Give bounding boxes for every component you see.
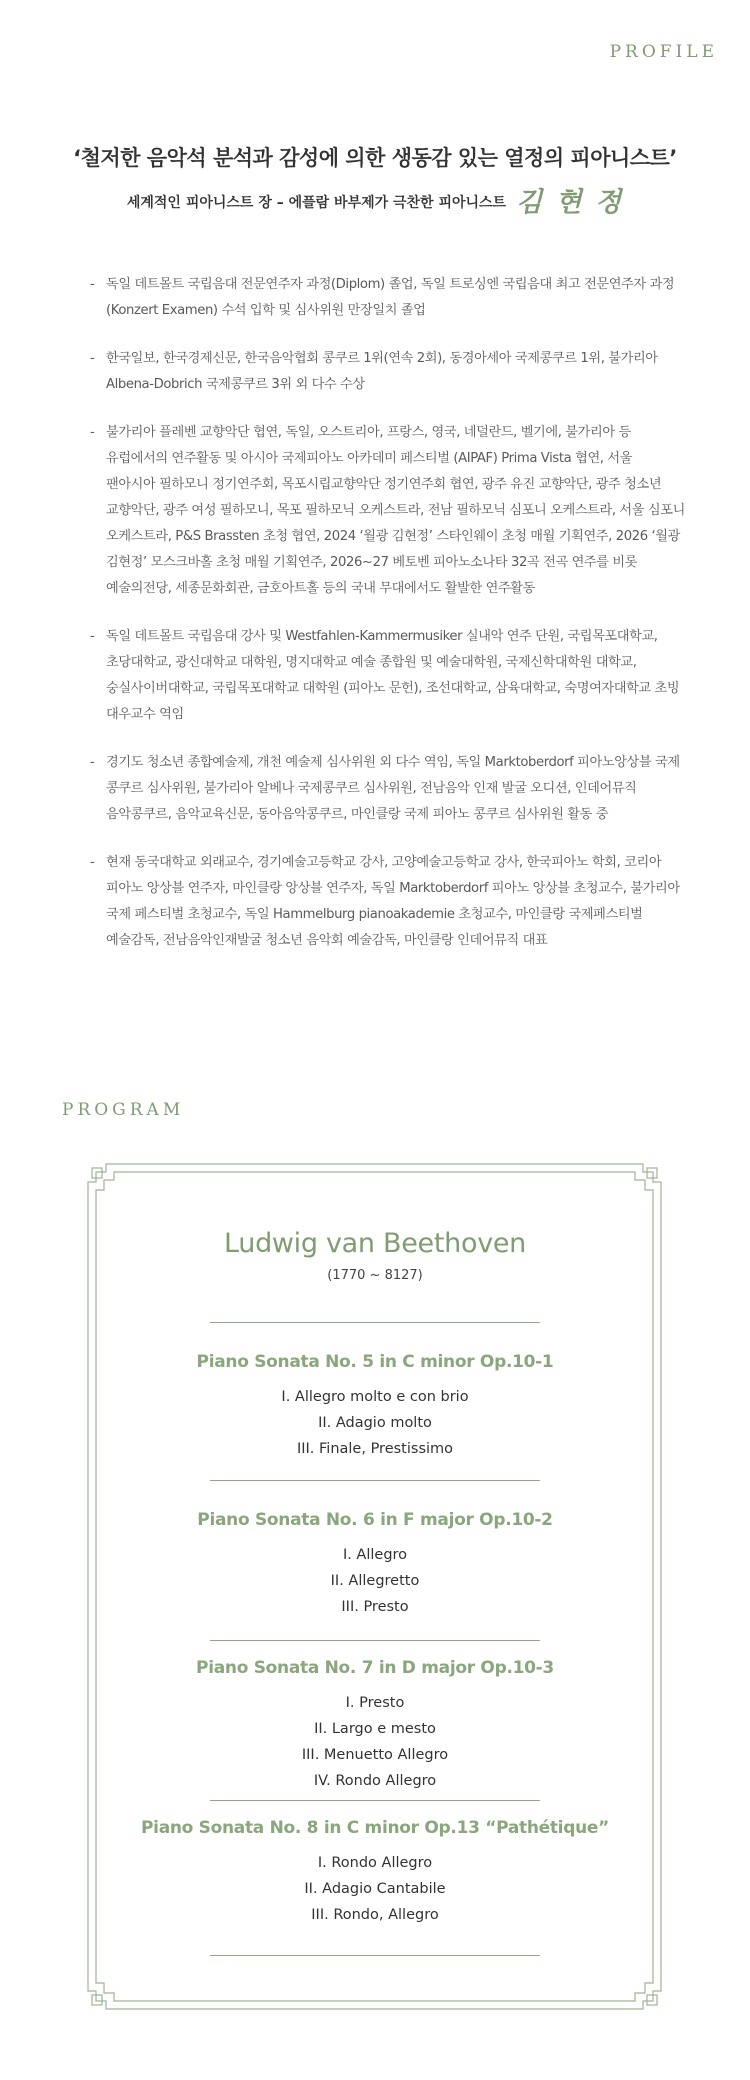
sonata-title: Piano Sonata No. 7 in D major Op.10-3	[196, 1658, 554, 1678]
sonata-block	[0, 1658, 750, 1794]
movement: II. Adagio Cantabile	[304, 1881, 446, 1897]
bio-item: - 한국일보, 한국경제신문, 한국음악협회 콩쿠르 1위(연속 2회), 동경아세아 국제콩쿠르 1위, 불가리아 Albena-Dobrich 국제콩쿠르 3위 외 다수 수상	[90, 346, 685, 398]
composer-name: Ludwig van Beethoven	[223, 1228, 526, 1259]
movement: I. Rondo Allegro	[317, 1855, 433, 1871]
profile-headline: ‘철저한 음악석 분석과 감성에 의한 생동감 있는 열정의 피아니스트’	[73, 146, 677, 170]
divider	[210, 1955, 540, 1956]
subline-text: 세계적인 피아니스트 장 – 에플람 바부제가 극찬한 피아니스트	[126, 195, 507, 211]
movement: I. Allegro	[342, 1547, 408, 1563]
bio-item: - 불가리아 플레벤 교향악단 협연, 독일, 오스트리아, 프랑스, 영국, 네덜란드, 벨기에, 불가리아 등 유럽에서의 연주활동 및 아시아 국제피아노 아카데미 페스티벌 (AIPAF) Prima Vista 협연, 서울 팬아시아 필하모니 정기연주회, 목포시립교향악단 정기연주회 협연, 광주 유진 교향악단, 광주 청소년 교향악단, 광주 여성 필하모니, 목포 필하모닉 오케스트라, 전남 필하모닉 심포니 오케스트라, 서울 심포니 오케스트라, P&S Brassten 초청 협연, 2024 ‘월광 김현정’ 스타인웨이 초청 매월 기획연주, 2026 ‘월광 김현정’ 모스크바홀 초청 매월 기획연주, 2026~27 베토벤 피아노소나타 32곡 전곡 연주를 비롯 예술의전당, 세종문화회관, 금호아트홀 등의 국내 무대에서도 활발한 연주활동	[90, 420, 685, 602]
divider	[210, 1640, 540, 1641]
sonata-title: Piano Sonata No. 8 in C minor Op.13 “Pathétique”	[141, 1818, 609, 1838]
bio-item: - 독일 데트몰트 국립음대 강사 및 Westfahlen-Kammermusiker 실내악 연주 단원, 국립목포대학교, 초당대학교, 광신대학교 대학원, 명지대학교 예술 종합원 및 예술대학원, 국제신학대학원 대학교, 숭실사이버대학교, 국립목포대학교 대학원 (피아노 문헌), 조선대학교, 삼육대학교, 숙명여자대학교 초빙 대우교수 역임	[90, 624, 685, 728]
sonata-block	[0, 1510, 750, 1620]
divider	[210, 1800, 540, 1801]
divider	[210, 1322, 540, 1323]
movement: IV. Rondo Allegro	[313, 1773, 437, 1789]
program-section-label: PROGRAM	[62, 1100, 185, 1120]
sonata-title: Piano Sonata No. 6 in F major Op.10-2	[197, 1510, 553, 1530]
sonata-title: Piano Sonata No. 5 in C minor Op.10-1	[196, 1352, 554, 1372]
sonata-block	[0, 1352, 750, 1462]
pianist-name: 김 현 정	[516, 187, 624, 218]
profile-subline	[0, 180, 750, 219]
movement: II. Adagio molto	[318, 1415, 432, 1431]
movement: II. Largo e mesto	[314, 1721, 436, 1737]
profile-section-label: PROFILE	[609, 42, 718, 62]
movement: I. Allegro molto e con brio	[281, 1389, 469, 1405]
sonata-block	[0, 1818, 750, 1928]
movement: III. Presto	[341, 1599, 409, 1615]
movement: III. Menuetto Allegro	[301, 1747, 449, 1763]
bio-item: - 독일 데트몰트 국립음대 전문연주자 과정(Diplom) 졸업, 독일 트로싱엔 국립음대 최고 전문연주자 과정(Konzert Examen) 수석 입학 및 심사위원 만장일치 졸업	[90, 272, 685, 324]
movement: III. Rondo, Allegro	[311, 1907, 439, 1923]
divider	[210, 1480, 540, 1481]
bio-item: - 경기도 청소년 종합예술제, 개천 예술제 심사위원 외 다수 역임, 독일 Marktoberdorf 피아노앙상블 국제 콩쿠르 심사위원, 불가리아 알베나 국제콩쿠르 심사위원, 전남음악 인재 발굴 오디션, 인데어뮤직 음악콩쿠르, 음악교육신문, 동아음악콩쿠르, 마인클랑 국제 피아노 콩쿠르 심사위원 활동 중	[90, 750, 685, 828]
bio-item: - 현재 동국대학교 외래교수, 경기예술고등학교 강사, 고양예술고등학교 강사, 한국피아노 학회, 코리아 피아노 앙상블 연주자, 마인클랑 앙상블 연주자, 독일 Marktoberdorf 피아노 앙상블 초청교수, 불가리아 국제 페스티벌 초청교수, 독일 Hammelburg pianoakademie 초청교수, 마인클랑 국제페스티벌 예술감독, 전남음악인재발굴 청소년 음악회 예술감독, 마인클랑 인데어뮤직 대표	[90, 850, 685, 954]
movement: I. Presto	[345, 1695, 405, 1711]
movement: II. Allegretto	[330, 1573, 420, 1589]
composer-years: (1770 ~ 8127)	[327, 1268, 423, 1283]
movement: III. Finale, Prestissimo	[296, 1441, 454, 1457]
biography-list	[90, 272, 685, 976]
